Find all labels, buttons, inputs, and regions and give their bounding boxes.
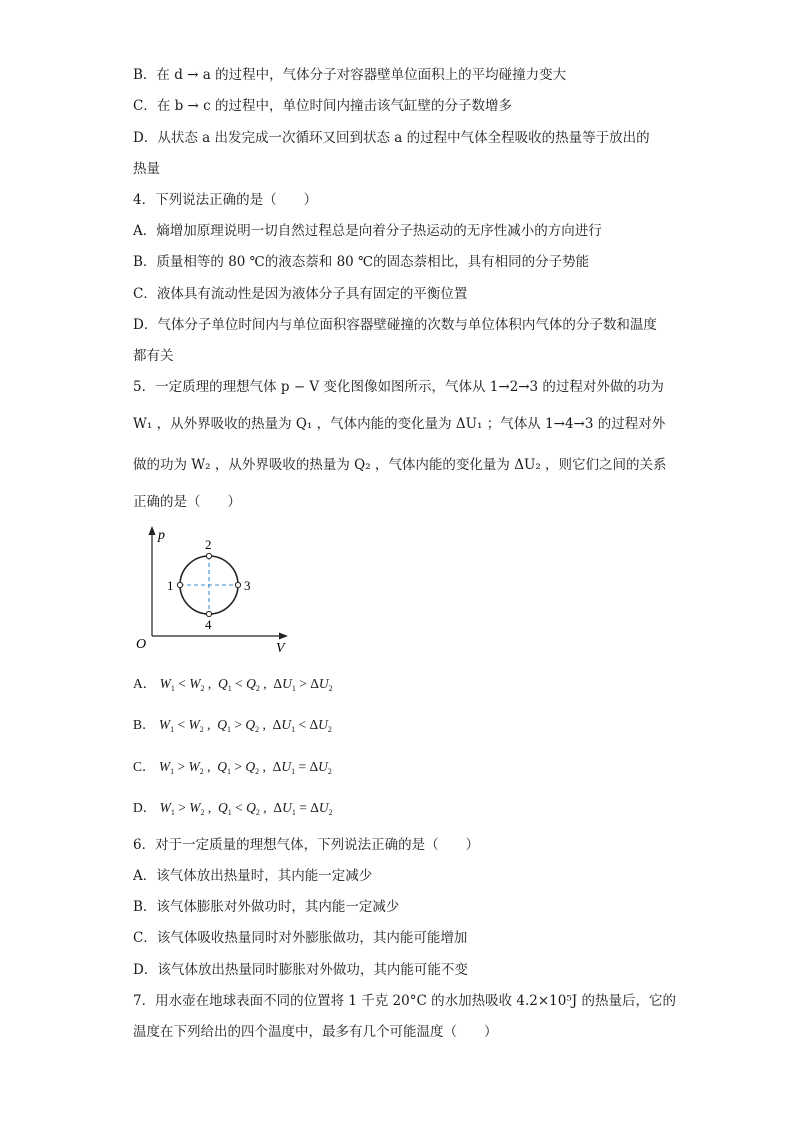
q5-option-b: B． $W_1 < W_2$ , $Q_1 > Q_2$ , $\Delta U_1 < \Delta U_2$ [133, 717, 332, 734]
q3-option-b: B．在 d → a 的过程中，气体分子对容器壁单位面积上的平均碰撞力变大 [133, 67, 567, 83]
q5-stem-line3: 做的功为 W₂ ，从外界吸收的热量为 Q₂ ，气体内能的变化量为 ΔU₂ ，则它们之间的关系 [133, 457, 667, 473]
q6-option-a: A．该气体放出热量时，其内能一定减少 [133, 868, 373, 884]
point-2-label: 2 [205, 537, 212, 552]
q4-option-a: A．熵增加原理说明一切自然过程总是向着分子热运动的无序性减小的方向进行 [133, 223, 602, 239]
q7-stem-line1: 7．用水壶在地球表面不同的位置将 1 千克 20°C 的水加热吸收 4.2×10⁵J 的热量后，它的 [133, 993, 676, 1009]
q7-stem-line2: 温度在下列给出的四个温度中，最多有几个可能温度（ ） [133, 1024, 498, 1040]
q4-option-d-line1: D．气体分子单位时间内与单位面积容器壁碰撞的次数与单位体积内气体的分子数和温度 [133, 317, 657, 333]
q3-option-d-line1: D．从状态 a 出发完成一次循环又回到状态 a 的过程中气体全程吸收的热量等于放出的 [133, 130, 650, 146]
q4-stem: 4．下列说法正确的是（ ） [133, 192, 318, 208]
q5-option-d: D． $W_1 > W_2$ , $Q_1 < Q_2$ , $\Delta U_1 = \Delta U_2$ [133, 800, 333, 817]
q5-option-c: C． $W_1 > W_2$ , $Q_1 > Q_2$ , $\Delta U_1 = \Delta U_2$ [133, 759, 332, 776]
q5-option-a: A． $W_1 < W_2$ , $Q_1 < Q_2$ , $\Delta U_1 > \Delta U_2$ [133, 676, 333, 693]
p-axis-label: p [158, 528, 165, 543]
state-point-3 [235, 582, 240, 587]
point-3-label: 3 [244, 578, 251, 593]
q6-option-c: C．该气体吸收热量同时对外膨胀做功，其内能可能增加 [133, 930, 468, 946]
origin-label: O [136, 637, 147, 652]
q4-option-d-line2: 都有关 [133, 348, 174, 364]
q3-option-d-line2: 热量 [133, 161, 160, 177]
v-axis-arrow [279, 633, 288, 640]
q6-option-d: D．该气体放出热量同时膨胀对外做功，其内能可能不变 [133, 962, 468, 978]
state-point-4 [206, 611, 211, 616]
state-point-2 [206, 553, 211, 558]
q5-stem-line1: 5．一定质理的理想气体 p − V 变化图像如图所示，气体从 1→2→3 的过程对外做的功为 [133, 379, 664, 395]
q5-stem-line4: 正确的是（ ） [133, 494, 241, 510]
q4-option-b: B．质量相等的 80 ℃的液态萘和 80 ℃的固态萘相比，具有相同的分子势能 [133, 254, 590, 270]
q5-stem-line2: W₁ ，从外界吸收的热量为 Q₁ ，气体内能的变化量为 ΔU₁ ；气体从 1→4→3 的过程对外 [133, 416, 666, 432]
q6-option-b: B．该气体膨胀对外做功时，其内能一定减少 [133, 899, 400, 915]
q6-stem: 6．对于一定质量的理想气体，下列说法正确的是（ ） [133, 837, 480, 853]
point-1-label: 1 [167, 578, 174, 593]
p-axis-arrow [149, 526, 156, 535]
q3-option-c: C．在 b → c 的过程中，单位时间内撞击该气缸壁的分子数增多 [133, 98, 513, 114]
state-point-1 [177, 582, 182, 587]
point-4-label: 4 [205, 617, 212, 632]
pv-diagram [130, 522, 300, 660]
v-axis-label: V [276, 641, 285, 656]
q4-option-c: C．液体具有流动性是因为液体分子具有固定的平衡位置 [133, 286, 468, 302]
